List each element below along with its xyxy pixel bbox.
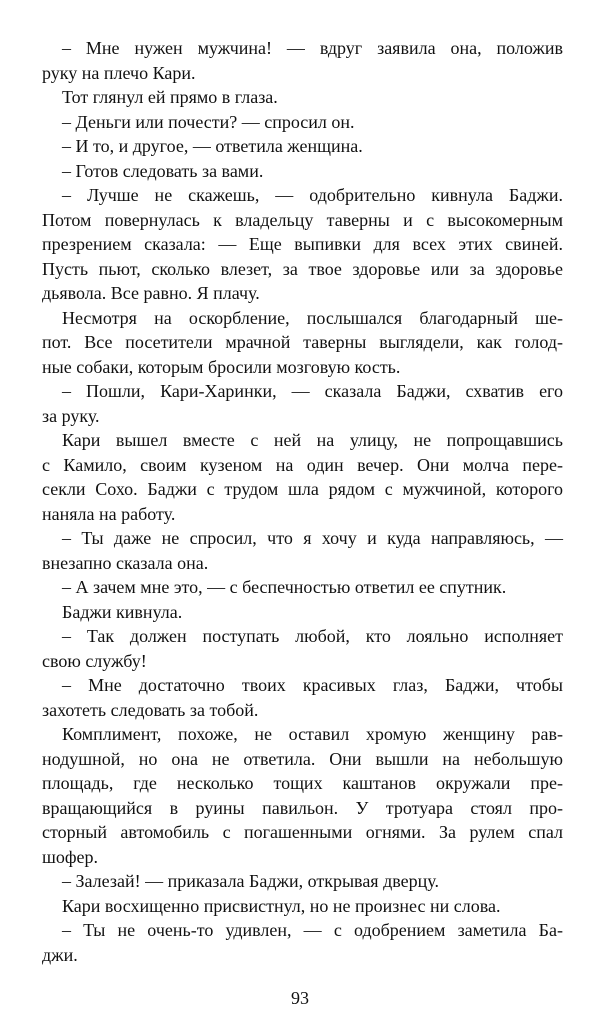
text-line: с Камило, своим кузеном на один вечер. Они молча пере- bbox=[42, 454, 563, 475]
text-line: – Деньги или почести? — спросил он. bbox=[62, 111, 355, 132]
paragraph bbox=[42, 869, 563, 894]
text-line: – Мне нужен мужчина! — вдруг заявила она, положив bbox=[62, 38, 563, 58]
paragraph bbox=[42, 183, 563, 306]
text-line: – И то, и другое, — ответила женщина. bbox=[62, 136, 363, 156]
paragraph bbox=[42, 722, 563, 869]
paragraph bbox=[42, 600, 563, 625]
text-line: сторный автомобиль с погашенными огнями. За рулем спал bbox=[42, 822, 563, 842]
text-line: – Лучше не скажешь, — одобрительно кивнула Баджи. bbox=[62, 185, 563, 205]
text-line: захотеть следовать за тобой. bbox=[42, 699, 259, 720]
text-line: внезапно сказала она. bbox=[42, 552, 209, 573]
paragraph bbox=[42, 894, 563, 919]
text-line: Комплимент, похоже, не оставил хромую женщину рав- bbox=[62, 724, 563, 744]
text-line: джи. bbox=[42, 944, 78, 965]
text-line: Кари восхищенно присвистнул, но не произнес ни слова. bbox=[62, 895, 501, 916]
text-line: Баджи кивнула. bbox=[62, 601, 183, 622]
text-line: – Пошли, Кари-Харинки, — сказала Баджи, схватив его bbox=[62, 381, 563, 401]
paragraph bbox=[42, 159, 563, 184]
paragraph bbox=[42, 428, 563, 526]
text-line: руку на плечо Кари. bbox=[42, 62, 196, 83]
paragraph bbox=[42, 306, 563, 380]
text-line: наняла на работу. bbox=[42, 503, 176, 524]
text-line: – Так должен поступать любой, кто лояльно исполняет bbox=[62, 626, 563, 646]
page-text bbox=[42, 36, 563, 967]
text-line: за руку. bbox=[42, 405, 100, 426]
text-line: дьявола. Все равно. Я плачу. bbox=[42, 283, 260, 303]
paragraph bbox=[42, 379, 563, 428]
text-line: шофер. bbox=[42, 846, 99, 867]
paragraph bbox=[42, 36, 563, 85]
paragraph bbox=[42, 624, 563, 673]
text-line: секли Сохо. Баджи с трудом шла рядом с мужчиной, которого bbox=[42, 479, 563, 499]
text-line: Тот глянул ей прямо в глаза. bbox=[62, 87, 278, 107]
text-line: Кари вышел вместе с ней на улицу, не попрощавшись bbox=[62, 430, 563, 450]
text-line: вращающийся в руины павильон. У тротуара стоял про- bbox=[42, 797, 563, 818]
paragraph bbox=[42, 110, 563, 135]
text-line: – А зачем мне это, — с беспечностью ответил ее спутник. bbox=[62, 577, 507, 597]
paragraph bbox=[42, 134, 563, 159]
text-line: пот. Все посетители мрачной таверны выглядели, как голод- bbox=[42, 332, 563, 352]
text-line: Несмотря на оскорбление, послышался благодарный ше- bbox=[62, 307, 563, 328]
text-line: Пусть пьют, сколько влезет, за твое здоровье или за здоровье bbox=[42, 258, 563, 279]
text-line: ные собаки, которым бросили мозговую кость. bbox=[42, 356, 401, 377]
text-line: – Готов следовать за вами. bbox=[62, 160, 264, 181]
text-line: – Залезай! — приказала Баджи, открывая дверцу. bbox=[62, 871, 439, 891]
page-number: 93 bbox=[291, 988, 309, 1008]
text-line: – Ты даже не спросил, что я хочу и куда направляюсь, — bbox=[62, 528, 563, 548]
paragraph bbox=[42, 575, 563, 600]
text-line: – Мне достаточно твоих красивых глаз, Баджи, чтобы bbox=[62, 675, 563, 695]
paragraph bbox=[42, 526, 563, 575]
text-line: презрением сказала: — Еще выпивки для всех этих свиней. bbox=[42, 234, 563, 254]
text-line: Потом повернулась к владельцу таверны и с высокомерным bbox=[42, 209, 563, 230]
paragraph bbox=[42, 85, 563, 110]
paragraph bbox=[42, 673, 563, 722]
text-line: свою службу! bbox=[42, 650, 147, 671]
text-line: – Ты не очень-то удивлен, — с одобрением заметила Ба- bbox=[62, 920, 563, 940]
text-line: площадь, где несколько тощих каштанов окружали пре- bbox=[42, 773, 563, 793]
text-line: нодушной, но она не ответила. Они вышли на небольшую bbox=[42, 748, 563, 769]
paragraph bbox=[42, 918, 563, 967]
